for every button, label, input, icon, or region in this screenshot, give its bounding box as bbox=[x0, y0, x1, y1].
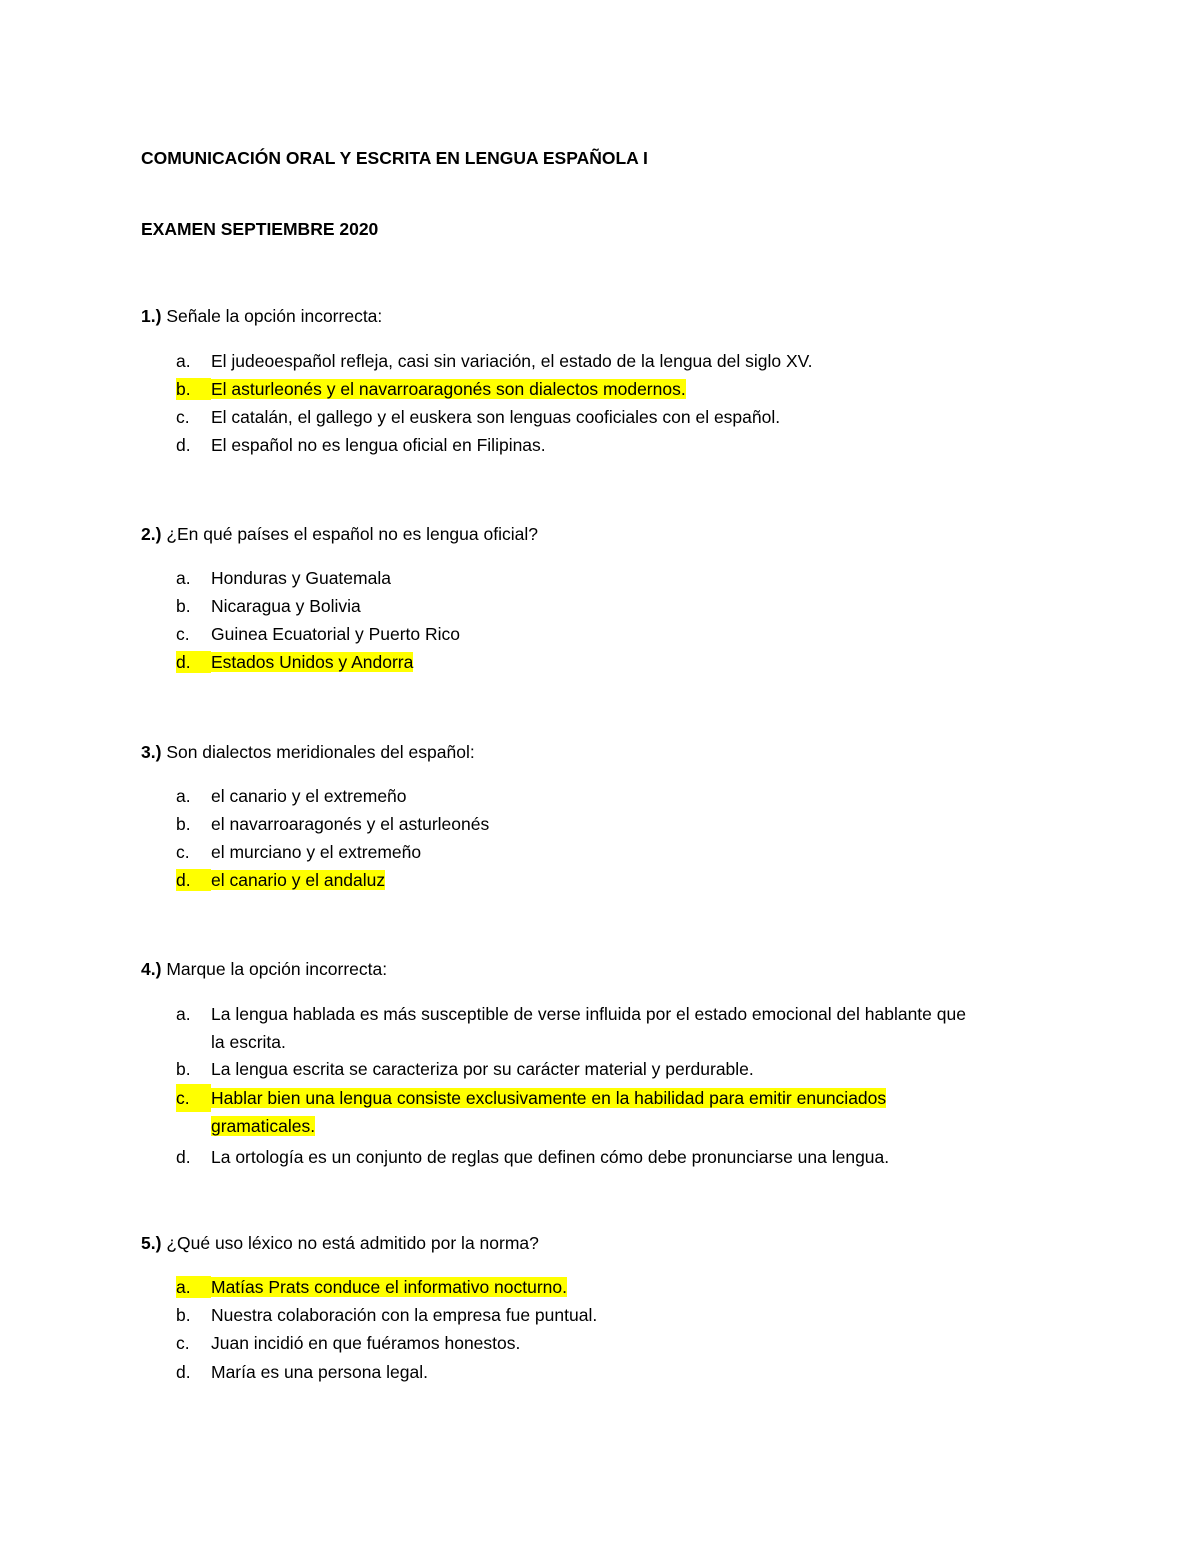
option-letter: d. bbox=[176, 1147, 191, 1167]
option-text-line-1-highlighted: Hablar bien una lengua consiste exclusivamente en la habilidad para emitir enunciados bbox=[211, 1088, 887, 1108]
option-letter: c. bbox=[176, 842, 190, 862]
question-number: 2.) bbox=[141, 524, 162, 544]
option-letter: c. bbox=[176, 624, 190, 644]
option-5c bbox=[176, 1332, 520, 1354]
option-letter: c. bbox=[176, 1333, 190, 1353]
option-4b bbox=[176, 1058, 754, 1080]
option-letter: c. bbox=[176, 1084, 211, 1112]
question-number: 1.) bbox=[141, 306, 162, 326]
option-text: Nuestra colaboración con la empresa fue puntual. bbox=[211, 1305, 598, 1325]
course-title: COMUNICACIÓN ORAL Y ESCRITA EN LENGUA ESPAÑOLA I bbox=[141, 148, 648, 168]
question-number: 3.) bbox=[141, 742, 162, 762]
option-3a bbox=[176, 785, 407, 807]
option-letter: a. bbox=[176, 786, 191, 806]
option-text: María es una persona legal. bbox=[211, 1362, 428, 1382]
option-letter: a. bbox=[176, 1004, 191, 1024]
option-text: La ortología es un conjunto de reglas que definen cómo debe pronunciarse una lengua. bbox=[211, 1147, 890, 1167]
option-text: Juan incidió en que fuéramos honestos. bbox=[211, 1333, 521, 1353]
option-5a bbox=[176, 1276, 567, 1298]
option-text-line-2-highlighted: gramaticales. bbox=[211, 1116, 316, 1136]
option-text: La lengua escrita se caracteriza por su carácter material y perdurable. bbox=[211, 1059, 754, 1079]
option-text: El judeoespañol refleja, casi sin variación, el estado de la lengua del siglo XV. bbox=[211, 351, 813, 371]
option-4c bbox=[176, 1084, 1076, 1140]
option-text: Honduras y Guatemala bbox=[211, 568, 391, 588]
option-3b bbox=[176, 813, 489, 835]
option-1a bbox=[176, 350, 813, 372]
question-prompt: Marque la opción incorrecta: bbox=[166, 959, 388, 979]
option-1b bbox=[176, 378, 686, 400]
question-2 bbox=[141, 524, 538, 545]
option-3d bbox=[176, 869, 385, 891]
option-1d bbox=[176, 434, 546, 456]
option-letter: a. bbox=[176, 351, 191, 371]
option-letter: c. bbox=[176, 407, 190, 427]
exam-title: EXAMEN SEPTIEMBRE 2020 bbox=[141, 219, 379, 239]
option-text-highlighted: Estados Unidos y Andorra bbox=[211, 652, 414, 672]
question-4 bbox=[141, 959, 387, 980]
question-number: 4.) bbox=[141, 959, 162, 979]
option-text-line-2: la escrita. bbox=[211, 1032, 286, 1052]
option-2c bbox=[176, 623, 460, 645]
option-letter: d. bbox=[176, 651, 211, 673]
option-letter: d. bbox=[176, 435, 191, 455]
option-text: el navarroaragonés y el asturleonés bbox=[211, 814, 490, 834]
option-2b bbox=[176, 595, 361, 617]
option-text-highlighted: El asturleonés y el navarroaragonés son dialectos modernos. bbox=[211, 379, 686, 399]
option-letter: b. bbox=[176, 378, 211, 400]
option-text: El español no es lengua oficial en Filipinas. bbox=[211, 435, 546, 455]
option-letter: b. bbox=[176, 1305, 191, 1325]
option-3c bbox=[176, 841, 421, 863]
option-text: el murciano y el extremeño bbox=[211, 842, 422, 862]
question-number: 5.) bbox=[141, 1233, 162, 1253]
option-2a bbox=[176, 567, 391, 589]
question-5 bbox=[141, 1233, 539, 1254]
option-2d bbox=[176, 651, 413, 673]
option-text-highlighted: Matías Prats conduce el informativo nocturno. bbox=[211, 1277, 568, 1297]
question-1 bbox=[141, 306, 382, 327]
option-4d bbox=[176, 1146, 889, 1168]
option-letter: b. bbox=[176, 814, 191, 834]
option-text: Nicaragua y Bolivia bbox=[211, 596, 361, 616]
option-4a bbox=[176, 1000, 1076, 1056]
option-text: Guinea Ecuatorial y Puerto Rico bbox=[211, 624, 461, 644]
option-text: El catalán, el gallego y el euskera son lenguas cooficiales con el español. bbox=[211, 407, 781, 427]
option-letter: b. bbox=[176, 1059, 191, 1079]
option-letter: a. bbox=[176, 1276, 211, 1298]
option-letter: d. bbox=[176, 1362, 191, 1382]
question-prompt: Señale la opción incorrecta: bbox=[166, 306, 383, 326]
question-prompt: ¿Qué uso léxico no está admitido por la norma? bbox=[166, 1233, 539, 1253]
option-5d bbox=[176, 1361, 428, 1383]
question-3 bbox=[141, 742, 475, 763]
option-text-highlighted: el canario y el andaluz bbox=[211, 870, 386, 890]
question-prompt: ¿En qué países el español no es lengua oficial? bbox=[166, 524, 538, 544]
option-5b bbox=[176, 1304, 597, 1326]
option-letter: d. bbox=[176, 869, 211, 891]
option-text-line-1: La lengua hablada es más susceptible de verse influida por el estado emocional del hablante que bbox=[211, 1004, 966, 1024]
option-letter: b. bbox=[176, 596, 191, 616]
option-1c bbox=[176, 406, 780, 428]
option-letter: a. bbox=[176, 568, 191, 588]
question-prompt: Son dialectos meridionales del español: bbox=[166, 742, 475, 762]
option-text: el canario y el extremeño bbox=[211, 786, 407, 806]
